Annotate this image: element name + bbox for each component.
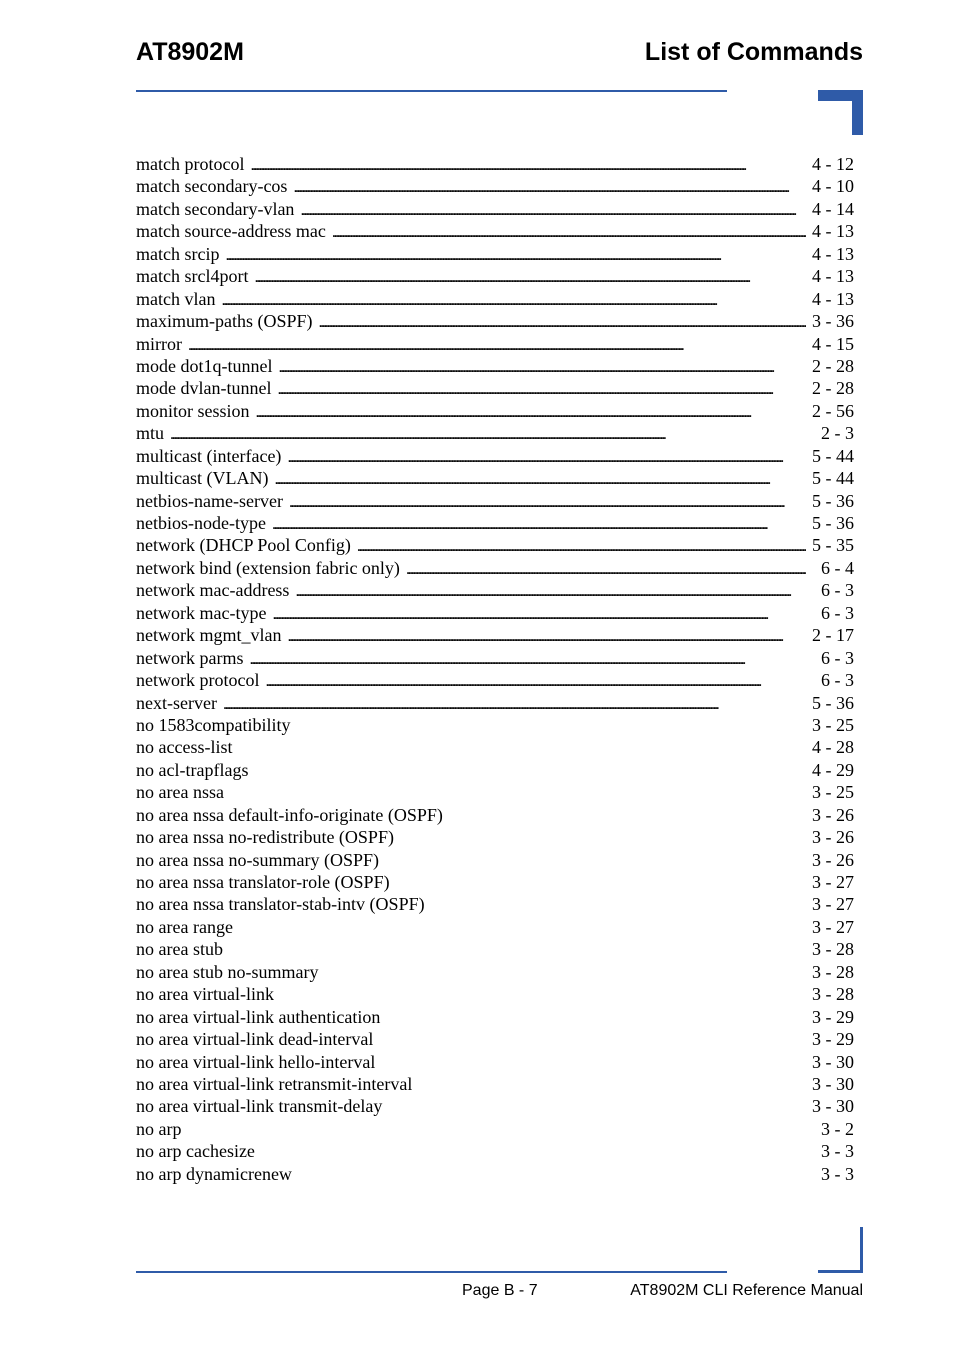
index-entry-term: no area nssa default-info-originate (OSPF)	[136, 804, 443, 825]
index-entry	[136, 579, 854, 601]
index-entry-term: match source-address mac	[136, 221, 326, 242]
index-entry-page: 3 - 28	[812, 984, 854, 1005]
index-entry-term: no area nssa no-redistribute (OSPF)	[136, 827, 394, 848]
index-entry-term: no arp dynamicrenew	[136, 1163, 292, 1184]
index-entry	[136, 512, 854, 534]
index-entry-page: 2 - 3	[821, 423, 854, 444]
index-entry-term: no area stub no-summary	[136, 961, 319, 982]
index-entry	[136, 669, 854, 691]
index-entry-page: 3 - 3	[821, 1141, 854, 1162]
index-entry-term: no access-list	[136, 737, 233, 758]
index-entry-term: no area virtual-link	[136, 984, 274, 1005]
index-entry	[136, 871, 854, 893]
index-entry	[136, 153, 854, 175]
dot-leader	[295, 581, 806, 603]
index-entry-page: 4 - 12	[812, 154, 854, 174]
dot-leader	[223, 694, 806, 716]
dot-leader	[265, 671, 806, 693]
index-entry	[136, 534, 854, 556]
dot-leader	[287, 626, 806, 648]
index-entry-term: no area nssa	[136, 782, 224, 803]
index-entry-term: monitor session	[136, 400, 250, 421]
index-entry	[136, 467, 854, 489]
index-entry-page: 3 - 2	[821, 1118, 854, 1139]
index-entry-page: 6 - 3	[821, 580, 854, 601]
index-entry	[136, 1051, 854, 1073]
index-entry-page: 4 - 13	[812, 288, 854, 309]
index-entry-term: no acl-trapflags	[136, 759, 249, 780]
index-entry-page: 4 - 15	[812, 333, 854, 354]
index-entry-page: 3 - 27	[812, 916, 854, 937]
index-entry-page: 3 - 25	[812, 782, 854, 803]
index-entry-page: 3 - 30	[812, 1096, 854, 1117]
index-entry	[136, 759, 854, 781]
index-entry	[136, 624, 854, 646]
index-entry-term: no arp cachesize	[136, 1141, 255, 1162]
index-entry-page: 4 - 10	[812, 176, 854, 197]
index-entry	[136, 377, 854, 399]
dot-leader	[289, 492, 806, 514]
index-entry	[136, 445, 854, 467]
index-entry-term: no 1583compatibility	[136, 714, 291, 735]
index-entry	[136, 1095, 854, 1117]
dot-leader	[225, 245, 806, 267]
index-entry-page: 5 - 36	[812, 692, 854, 713]
index-entry-term: mode dot1q-tunnel	[136, 355, 273, 376]
index-entry-page: 6 - 3	[821, 647, 854, 668]
index-entry	[136, 938, 854, 960]
dot-leader	[300, 200, 806, 222]
index-entry-page: 5 - 44	[812, 445, 854, 466]
corner-mark-top-vertical	[852, 90, 863, 135]
index-entry	[136, 1006, 854, 1028]
index-entry-term: match srcip	[136, 243, 220, 264]
index-entry-term: mirror	[136, 333, 182, 354]
index-entry-page: 4 - 28	[812, 737, 854, 758]
index-entry-term: network bind (extension fabric only)	[136, 557, 400, 578]
index-entry-page: 3 - 28	[812, 961, 854, 982]
dot-leader	[274, 469, 806, 491]
index-entry-term: no area virtual-link transmit-delay	[136, 1096, 383, 1117]
index-entry-page: 3 - 26	[812, 804, 854, 825]
index-entry-term: match secondary-cos	[136, 176, 288, 197]
index-entry	[136, 602, 854, 624]
index-entry	[136, 400, 854, 422]
index-entry-page: 3 - 27	[812, 872, 854, 892]
index-entry-term: no area range	[136, 916, 233, 937]
dot-leader	[287, 447, 806, 469]
index-entry-page: 5 - 36	[812, 490, 854, 511]
index-entry-page: 4 - 13	[812, 243, 854, 264]
index-entry-page: 4 - 13	[812, 221, 854, 242]
index-entry-page: 2 - 17	[812, 625, 854, 646]
index-entry-page: 3 - 3	[821, 1163, 854, 1184]
index-entry-page: 3 - 29	[812, 1006, 854, 1027]
index-entry	[136, 961, 854, 983]
index-entry	[136, 310, 854, 332]
index-entry-page: 6 - 3	[821, 602, 854, 623]
index-entry-term: mtu	[136, 423, 165, 444]
index-entry-page: 4 - 14	[812, 198, 854, 219]
index-entry-term: network mgmt_vlan	[136, 625, 282, 646]
index-entry-page: 5 - 35	[812, 535, 854, 556]
corner-mark-bottom-vertical	[860, 1227, 863, 1273]
index-entry	[136, 781, 854, 803]
index-entry	[136, 826, 854, 848]
index-entry-page: 4 - 29	[812, 759, 854, 780]
dot-leader	[357, 536, 806, 558]
index-entry	[136, 243, 854, 265]
index-entry-page: 3 - 36	[812, 311, 854, 332]
index-entry-term: no area nssa no-summary (OSPF)	[136, 849, 379, 870]
index-entry-page: 2 - 56	[812, 400, 854, 421]
index-entry-term: no area stub	[136, 939, 223, 960]
index-entry	[136, 288, 854, 310]
header-rule	[136, 90, 727, 92]
index-entry	[136, 736, 854, 758]
footer-manual-title: AT8902M CLI Reference Manual	[630, 1282, 863, 1299]
dot-leader	[319, 312, 806, 334]
index-entry	[136, 557, 854, 579]
index-entry	[136, 804, 854, 826]
index-entry-term: no area nssa translator-stab-intv (OSPF)	[136, 894, 425, 915]
index-entry	[136, 198, 854, 220]
index-entry-term: no area virtual-link authentication	[136, 1006, 381, 1027]
dot-leader	[249, 649, 806, 671]
dot-leader	[272, 514, 806, 536]
index-entry	[136, 1118, 854, 1140]
index-entry-term: no area virtual-link hello-interval	[136, 1051, 376, 1072]
index-entry-term: no area virtual-link retransmit-interval	[136, 1073, 413, 1094]
index-entry	[136, 1028, 854, 1050]
index-entry	[136, 893, 854, 915]
index-entry-page: 2 - 28	[812, 378, 854, 399]
dot-leader	[406, 559, 806, 581]
index-entry-term: mode dvlan-tunnel	[136, 378, 272, 399]
index-entry-term: match protocol	[136, 154, 245, 174]
index-entry-term: maximum-paths (OSPF)	[136, 311, 313, 332]
index-entry-term: no arp	[136, 1118, 182, 1139]
index-entry	[136, 333, 854, 355]
dot-leader	[332, 222, 806, 244]
dot-leader	[254, 267, 806, 289]
command-index-list	[136, 153, 854, 1185]
index-entry-page: 3 - 30	[812, 1051, 854, 1072]
index-entry	[136, 1073, 854, 1095]
header-product-title: AT8902M	[136, 38, 244, 66]
index-entry-term: multicast (VLAN)	[136, 468, 269, 489]
dot-leader	[278, 357, 806, 379]
index-entry	[136, 1163, 854, 1185]
dot-leader	[250, 155, 806, 177]
index-entry-page: 3 - 26	[812, 849, 854, 870]
dot-leader	[188, 335, 806, 357]
index-entry	[136, 175, 854, 197]
index-entry-term: network mac-type	[136, 602, 267, 623]
index-entry-page: 3 - 26	[812, 827, 854, 848]
index-entry	[136, 355, 854, 377]
index-entry-term: netbios-node-type	[136, 513, 266, 533]
index-entry-page: 5 - 44	[812, 468, 854, 489]
index-entry-term: next-server	[136, 692, 217, 713]
index-entry	[136, 422, 854, 444]
index-entry-page: 3 - 25	[812, 714, 854, 735]
dot-leader	[272, 604, 806, 626]
index-entry-term: network parms	[136, 647, 244, 668]
corner-mark-bottom	[818, 1270, 863, 1273]
footer-page-number: Page B - 7	[462, 1282, 538, 1299]
dot-leader	[221, 290, 806, 312]
index-entry-page: 5 - 36	[812, 513, 854, 533]
index-entry	[136, 490, 854, 512]
index-entry-term: network (DHCP Pool Config)	[136, 535, 351, 556]
index-entry-page: 6 - 4	[821, 557, 854, 578]
index-entry-term: no area virtual-link dead-interval	[136, 1029, 374, 1050]
index-entry	[136, 265, 854, 287]
index-entry-term: multicast (interface)	[136, 445, 282, 466]
dot-leader	[277, 379, 806, 401]
index-entry-page: 3 - 27	[812, 894, 854, 915]
index-entry-page: 6 - 3	[821, 670, 854, 691]
index-entry-term: match secondary-vlan	[136, 198, 295, 219]
dot-leader	[256, 402, 806, 424]
index-entry-page: 3 - 28	[812, 939, 854, 960]
index-entry-page: 2 - 28	[812, 355, 854, 376]
index-entry-term: network protocol	[136, 670, 260, 691]
index-entry-term: match vlan	[136, 288, 216, 309]
index-entry-term: match srcl4port	[136, 266, 249, 287]
index-entry	[136, 714, 854, 736]
index-entry-term: network mac-address	[136, 580, 290, 601]
dot-leader	[170, 424, 806, 446]
index-entry	[136, 849, 854, 871]
index-entry-term: no area nssa translator-role (OSPF)	[136, 872, 390, 892]
index-entry	[136, 647, 854, 669]
index-entry-page: 4 - 13	[812, 266, 854, 287]
index-entry	[136, 916, 854, 938]
index-entry	[136, 692, 854, 714]
index-entry-term: netbios-name-server	[136, 490, 283, 511]
dot-leader	[293, 177, 806, 199]
index-entry-page: 3 - 30	[812, 1073, 854, 1094]
header-section-title: List of Commands	[644, 38, 863, 66]
index-entry	[136, 983, 854, 1005]
footer-rule	[136, 1271, 727, 1273]
index-entry-page: 3 - 29	[812, 1029, 854, 1050]
index-entry	[136, 220, 854, 242]
index-entry	[136, 1140, 854, 1162]
